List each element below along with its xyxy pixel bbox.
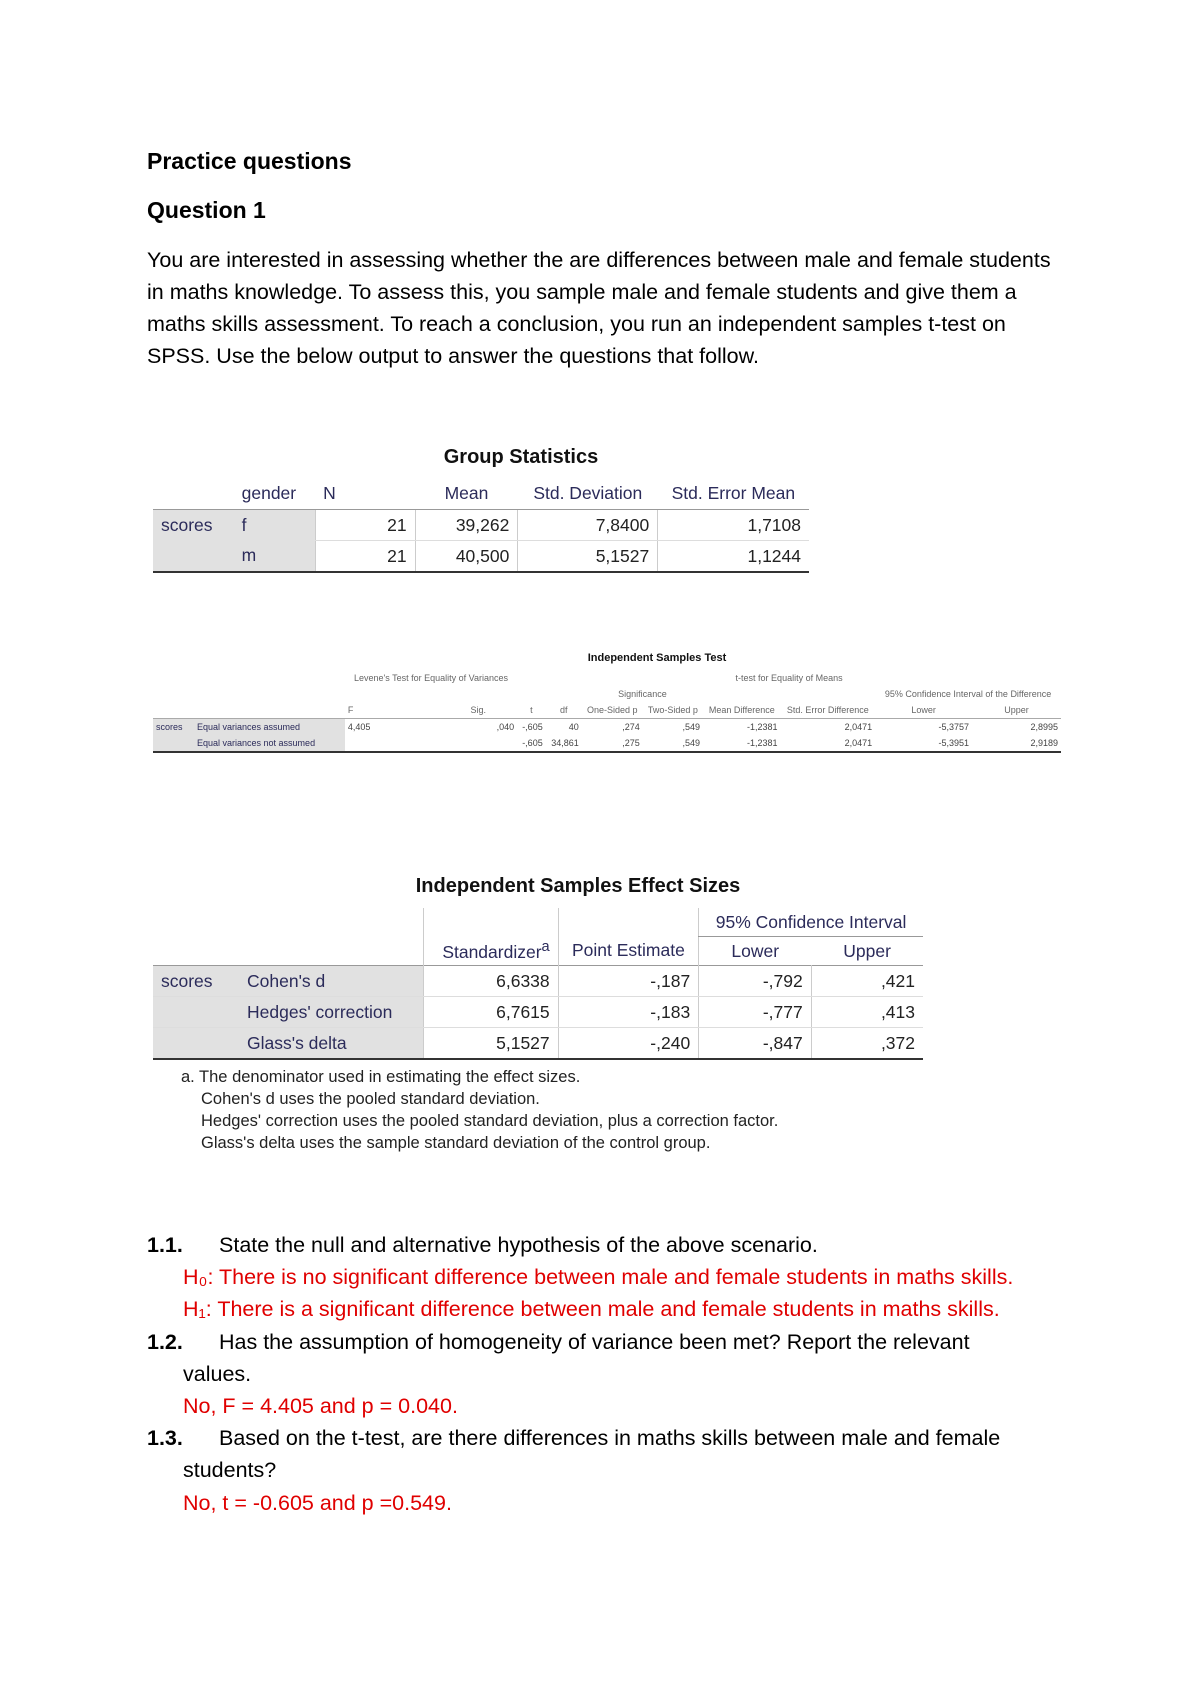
effect-sizes-table xyxy=(153,875,923,1154)
cell-mean: 40,500 xyxy=(415,541,518,573)
row-variable-empty xyxy=(153,997,239,1028)
col-header-f: F xyxy=(347,705,354,715)
table-row xyxy=(153,719,1061,736)
cell-lower: -5,3757 xyxy=(938,722,969,732)
corner-cell xyxy=(153,686,345,702)
question-heading: Question 1 xyxy=(147,197,266,223)
question-continuation: values. xyxy=(183,1361,252,1386)
row-label: Glass's delta xyxy=(239,1028,424,1060)
cell-se-diff: 2,0471 xyxy=(844,722,873,732)
cell-f xyxy=(345,735,439,752)
row-variable: scores xyxy=(153,510,234,541)
col-header-gender: gender xyxy=(234,477,315,510)
question-number: 1.2. xyxy=(147,1329,183,1354)
significance-header: Significance xyxy=(618,689,667,699)
col-header-sig: Sig. xyxy=(470,705,486,715)
cell-df: 34,861 xyxy=(546,735,582,752)
col-header-one-sided: One-Sided p xyxy=(586,705,638,715)
row-variable-empty xyxy=(153,541,234,573)
col-header-upper: Upper xyxy=(1004,705,1029,715)
footnote-line: Cohen's d uses the pooled standard deviation. xyxy=(201,1090,540,1108)
ttest-header: t-test for Equality of Means xyxy=(735,673,843,683)
question-text: Has the assumption of homogeneity of variance been met? Report the relevant xyxy=(219,1329,970,1354)
cell-sig xyxy=(439,735,517,752)
corner-cell xyxy=(153,937,424,966)
cell-mean: 39,262 xyxy=(415,510,518,541)
col-header-standardizer xyxy=(424,937,559,966)
page-title: Practice questions xyxy=(147,148,352,174)
row-label: Hedges' correction xyxy=(239,997,424,1028)
cell-upper: 2,8995 xyxy=(1030,722,1058,732)
cell-f: 4,405 xyxy=(347,722,371,732)
question-item xyxy=(147,1422,1107,1454)
independent-test-grid xyxy=(153,670,1061,753)
effect-sizes-title: Independent Samples Effect Sizes xyxy=(415,875,741,897)
spacer-cell xyxy=(703,686,875,702)
answer-line: H₀: There is no significant difference between male and female students in maths skills. xyxy=(183,1265,1014,1290)
cell-sig: ,040 xyxy=(496,722,515,732)
cell-se: 1,7108 xyxy=(658,510,809,541)
independent-test-title: Independent Samples Test xyxy=(587,652,727,664)
independent-samples-test-table xyxy=(153,652,1061,753)
col-header-point-estimate: Point Estimate xyxy=(558,937,699,966)
table-row xyxy=(153,541,809,573)
question-continuation: students? xyxy=(183,1458,277,1483)
question-item xyxy=(147,1229,1107,1261)
cell-two-sided: ,549 xyxy=(682,722,701,732)
question-number: 1.1. xyxy=(147,1233,183,1257)
cell-upper: 2,9189 xyxy=(972,735,1061,752)
spacer-cell xyxy=(558,908,699,937)
footnote-line: Glass's delta uses the sample standard deviation of the control group. xyxy=(201,1134,711,1152)
question-item xyxy=(147,1326,1107,1358)
group-statistics-table xyxy=(153,446,809,573)
col-header-t: t xyxy=(530,705,533,715)
footnote-marker: a xyxy=(541,938,550,955)
cell-n: 21 xyxy=(315,510,415,541)
answer-line: No, F = 4.405 and p = 0.040. xyxy=(183,1394,458,1419)
cell-two-sided: ,549 xyxy=(643,735,703,752)
cell-n: 21 xyxy=(315,541,415,573)
cell-lower: -,847 xyxy=(699,1028,812,1060)
col-header-se: Std. Error Mean xyxy=(658,477,809,510)
ci-header: 95% Confidence Interval of the Difference xyxy=(884,689,1052,699)
answer-line: H₁: There is a significant difference between male and female students in maths skills. xyxy=(183,1297,1000,1322)
col-header-upper: Upper xyxy=(843,940,891,961)
cell-point-estimate: -,183 xyxy=(558,997,699,1028)
cell-upper: ,372 xyxy=(811,1028,923,1060)
cell-standardizer: 5,1527 xyxy=(424,1028,559,1060)
row-label: Cohen's d xyxy=(239,966,424,997)
row-variable: scores xyxy=(153,719,194,736)
row-gender: m xyxy=(234,541,315,573)
standardizer-label: Standardizer xyxy=(442,941,542,962)
cell-lower: -,792 xyxy=(699,966,812,997)
corner-cell xyxy=(153,477,234,510)
corner-cell xyxy=(153,670,345,686)
cell-se-diff: 2,0471 xyxy=(781,735,876,752)
cell-se: 1,1244 xyxy=(658,541,809,573)
questions-list xyxy=(147,1229,1107,1519)
spacer-cell xyxy=(345,686,582,702)
cell-lower: -,777 xyxy=(699,997,812,1028)
cell-point-estimate: -,240 xyxy=(558,1028,699,1060)
cell-one-sided: ,274 xyxy=(622,722,640,732)
group-statistics-title: Group Statistics xyxy=(443,446,599,468)
question-text: State the null and alternative hypothesis of the above scenario. xyxy=(219,1233,818,1257)
table-footnotes xyxy=(153,1066,923,1154)
row-label: Equal variances not assumed xyxy=(194,735,345,752)
cell-one-sided: ,275 xyxy=(582,735,643,752)
cell-mean-diff: -1,2381 xyxy=(746,722,778,732)
table-row xyxy=(153,735,1061,752)
cell-mean-diff: -1,2381 xyxy=(703,735,780,752)
cell-df: 40 xyxy=(568,722,579,732)
corner-cell xyxy=(153,702,345,719)
cell-upper: ,413 xyxy=(811,997,923,1028)
intro-paragraph: You are interested in assessing whether the are differences between male and female students in maths knowledge. To assess this, you sample male and female students and give them a maths skills assessment. To reach a conclusion, you run an independent samples t-test on SPSS. Use the below output to answer the questions that follow. xyxy=(147,248,1051,368)
col-header-lower: Lower xyxy=(699,937,812,966)
spacer-cell xyxy=(424,908,559,937)
table-row xyxy=(153,997,923,1028)
cell-standardizer: 6,7615 xyxy=(424,997,559,1028)
question-text: Based on the t-test, are there differences in maths skills between male and female xyxy=(219,1426,1001,1451)
question-number: 1.3. xyxy=(147,1426,183,1451)
cell-lower: -5,3951 xyxy=(875,735,972,752)
levene-header: Levene's Test for Equality of Variances xyxy=(353,673,508,683)
row-gender: f xyxy=(234,510,315,541)
table-row xyxy=(153,510,809,541)
ci-header: 95% Confidence Interval xyxy=(699,908,923,937)
footnote-line: a. The denominator used in estimating the effect sizes. xyxy=(181,1068,581,1086)
row-variable-empty xyxy=(153,735,194,752)
col-header-n: N xyxy=(315,477,415,510)
effect-sizes-grid xyxy=(153,908,923,1060)
table-row xyxy=(153,1028,923,1060)
cell-upper: ,421 xyxy=(811,966,923,997)
cell-standardizer: 6,6338 xyxy=(424,966,559,997)
group-statistics-grid xyxy=(153,477,809,573)
col-header-mean: Mean xyxy=(415,477,518,510)
row-variable: scores xyxy=(153,966,239,997)
answer-line: No, t = -0.605 and p =0.549. xyxy=(183,1490,452,1515)
col-header-mean-diff: Mean Difference xyxy=(708,705,775,715)
cell-t: -,605 xyxy=(517,735,546,752)
col-header-sd: Std. Deviation xyxy=(518,477,658,510)
footnote-line: Hedges' correction uses the pooled standard deviation, plus a correction factor. xyxy=(201,1112,779,1130)
col-header-se-diff: Std. Error Difference xyxy=(786,705,869,715)
table-row xyxy=(153,966,923,997)
cell-t: -,605 xyxy=(522,722,543,732)
row-variable-empty xyxy=(153,1028,239,1060)
cell-sd: 7,8400 xyxy=(518,510,658,541)
row-label: Equal variances assumed xyxy=(194,719,345,736)
cell-point-estimate: -,187 xyxy=(558,966,699,997)
col-header-two-sided: Two-Sided p xyxy=(647,705,698,715)
corner-cell xyxy=(153,908,424,937)
cell-sd: 5,1527 xyxy=(518,541,658,573)
col-header-lower: Lower xyxy=(911,705,936,715)
col-header-df: df xyxy=(560,705,568,715)
